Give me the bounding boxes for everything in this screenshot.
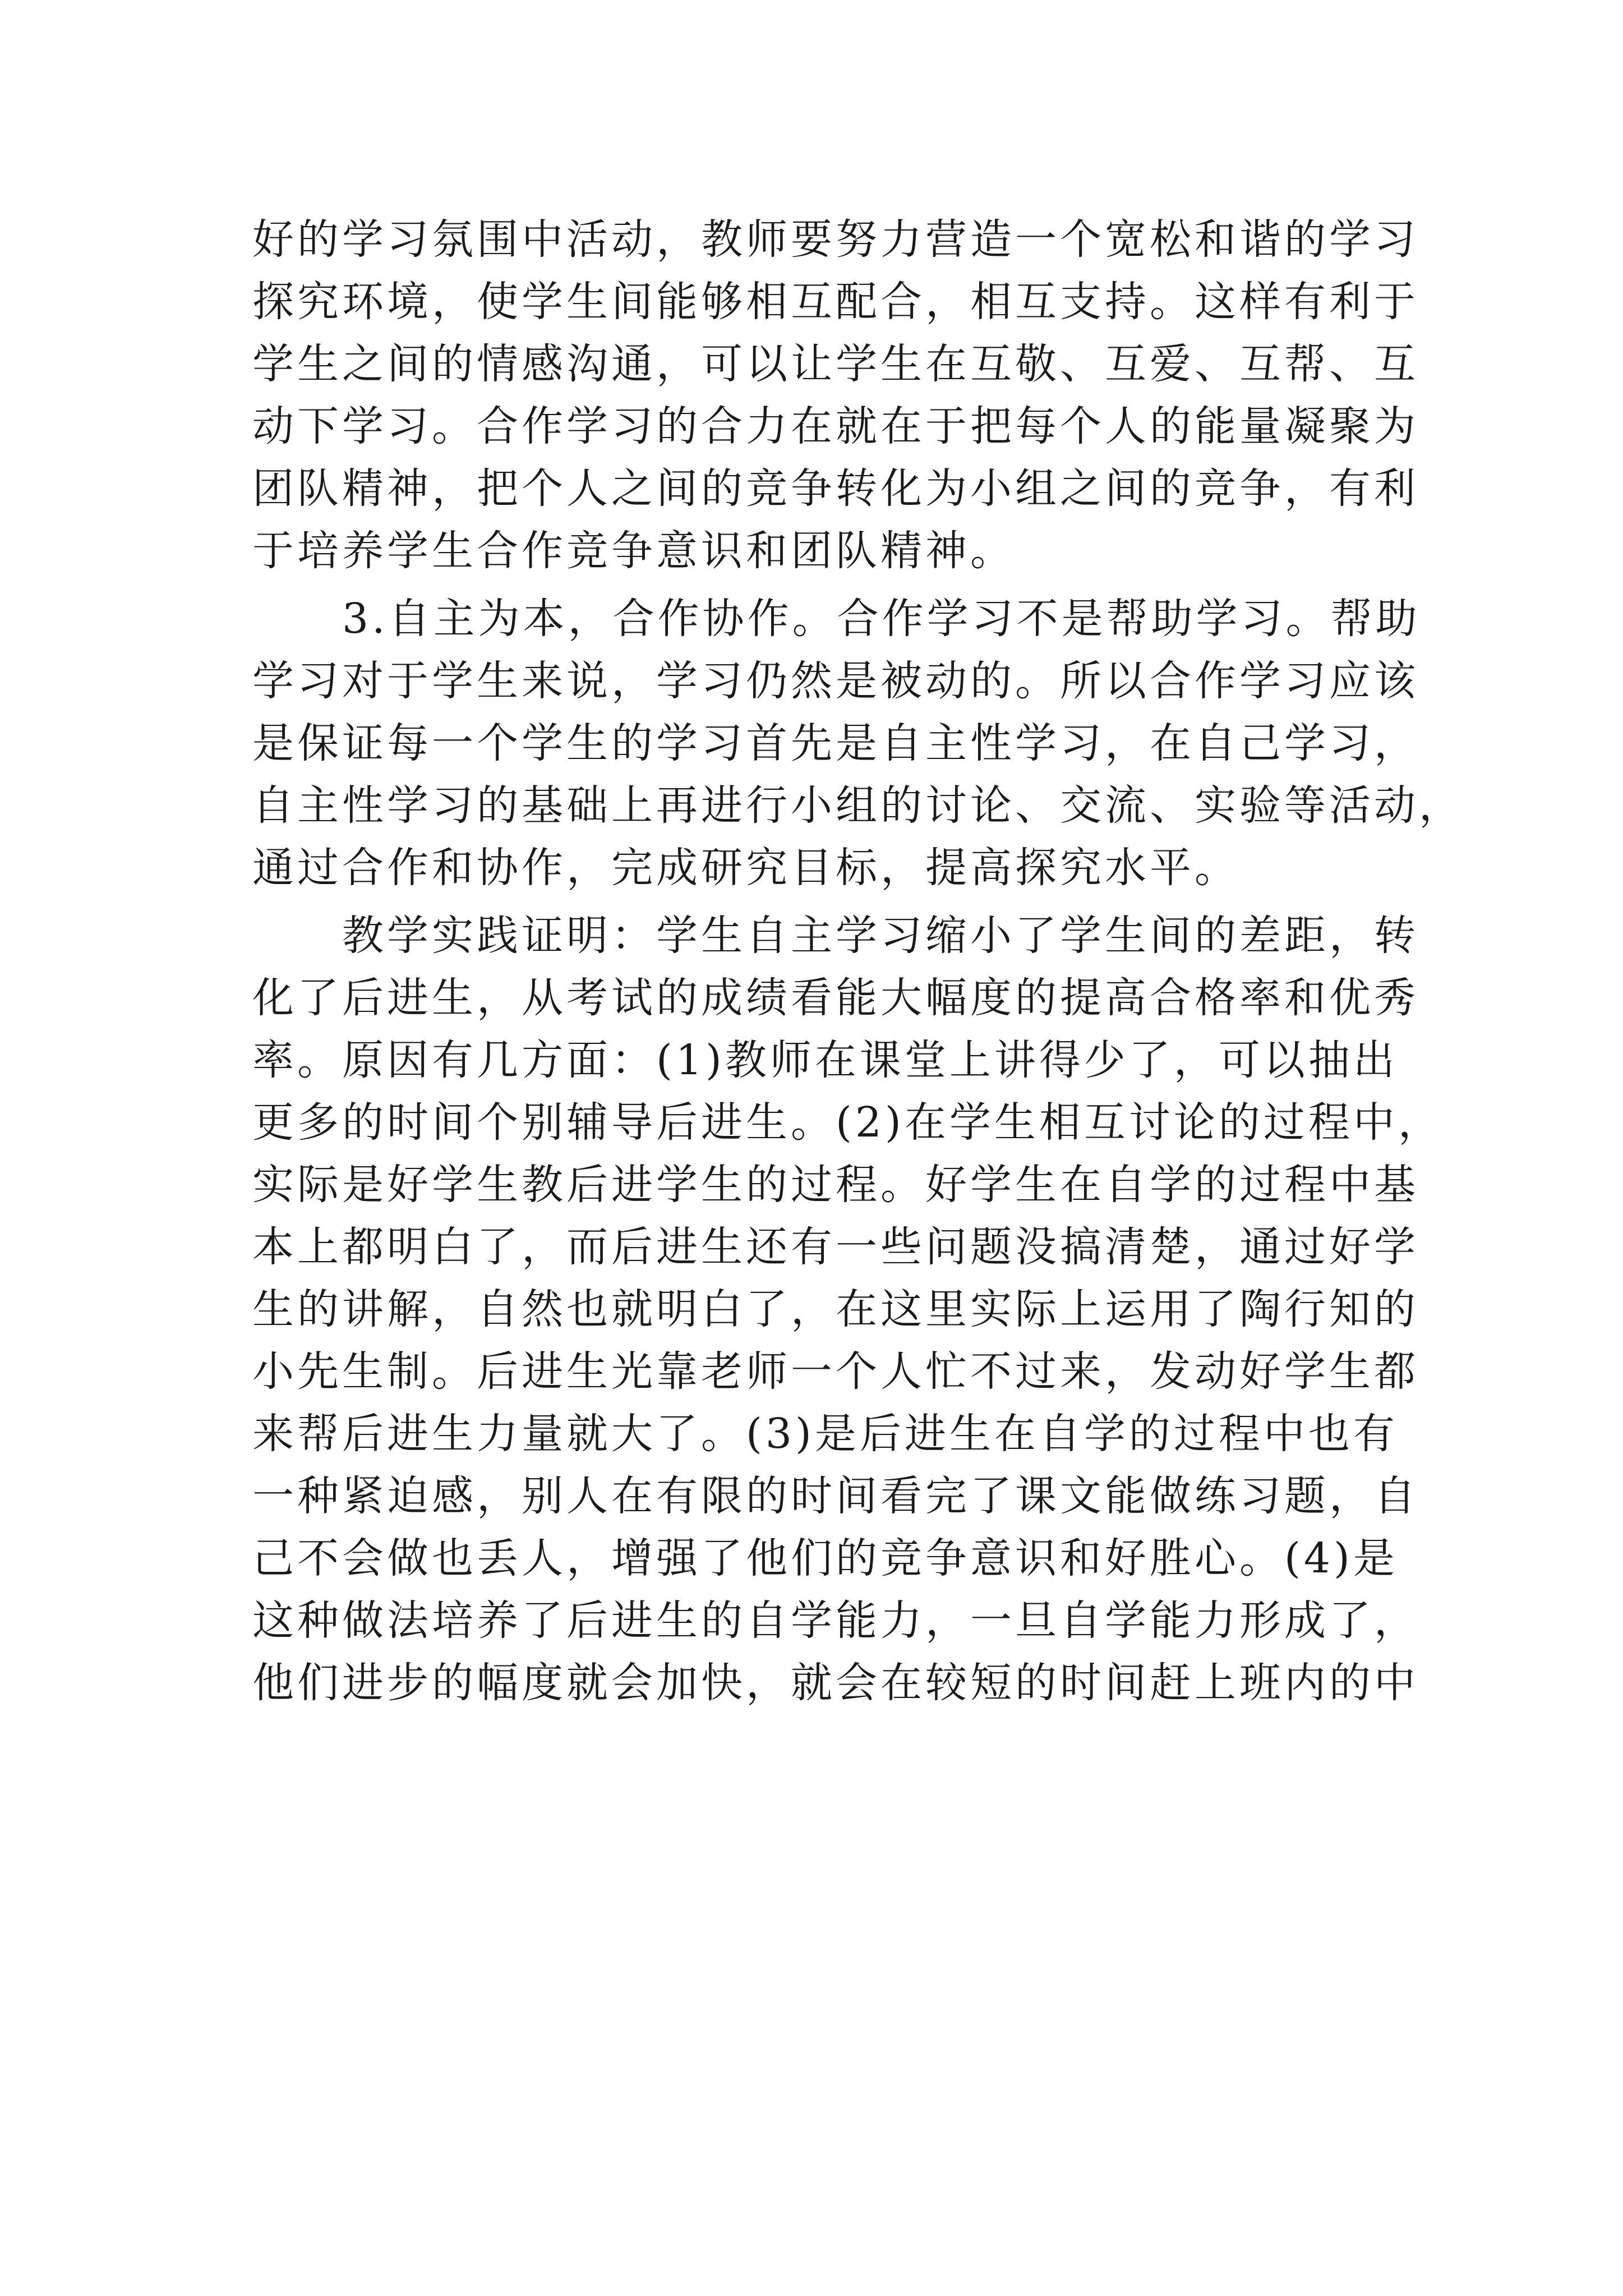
- text-line: 探究环境，使学生间能够相互配合，相互支持。这样有利于: [252, 278, 1419, 326]
- text-line: 化了后进生，从考试的成绩看能大幅度的提高合格率和优秀: [252, 974, 1419, 1022]
- text-line: 率。原因有几方面：(1)教师在课堂上讲得少了，可以抽出: [252, 1036, 1398, 1084]
- text-line: 动下学习。合作学习的合力在就在于把每个人的能量凝聚为: [252, 402, 1419, 450]
- text-line: 好的学习氛围中活动，教师要努力营造一个宽松和谐的学习: [252, 215, 1419, 264]
- body-text: [252, 209, 1464, 1714]
- text-line: 学生之间的情感沟通，可以让学生在互敬、互爱、互帮、互: [252, 340, 1419, 388]
- text-line: 一种紧迫感，别人在有限的时间看完了课文能做练习题，自: [252, 1472, 1419, 1520]
- text-line: 3.自主为本，合作协作。合作学习不是帮助学习。帮助: [252, 595, 1421, 643]
- text-line: 本上都明白了，而后进生还有一些问题没搞清楚，通过好学: [252, 1223, 1419, 1271]
- text-line: 于培养学生合作竞争意识和团队精神。: [252, 527, 1015, 575]
- text-line: 学习对于学生来说，学习仍然是被动的。所以合作学习应该: [252, 657, 1419, 705]
- text-line: 他们进步的幅度就会加快，就会在较短的时间赶上班内的中: [252, 1659, 1419, 1707]
- text-line: 更多的时间个别辅导后进生。(2)在学生相互讨论的过程中，: [252, 1098, 1443, 1147]
- text-line: 来帮后进生力量就大了。(3)是后进生在自学的过程中也有: [252, 1410, 1398, 1458]
- text-line: 己不会做也丢人，增强了他们的竞争意识和好胜心。(4)是: [252, 1534, 1398, 1582]
- text-line: 实际是好学生教后进学生的过程。好学生在自学的过程中基: [252, 1161, 1419, 1209]
- text-line: 这种做法培养了后进生的自学能力，一旦自学能力形成了，: [252, 1596, 1419, 1645]
- text-line: 通过合作和协作，完成研究目标，提高探究水平。: [252, 844, 1239, 892]
- text-line: 是保证每一个学生的学习首先是自主性学习，在自己学习，: [252, 719, 1419, 767]
- text-line: 小先生制。后进生光靠老师一个人忙不过来，发动好学生都: [252, 1347, 1419, 1396]
- text-line: 生的讲解，自然也就明白了，在这里实际上运用了陶行知的: [252, 1285, 1419, 1333]
- text-line: 自主性学习的基础上再进行小组的讨论、交流、实验等活动，: [252, 781, 1464, 830]
- text-line: 教学实践证明：学生自主学习缩小了学生间的差距，转: [252, 912, 1419, 960]
- text-line: 团队精神，把个人之间的竞争转化为小组之间的竞争，有利: [252, 464, 1419, 513]
